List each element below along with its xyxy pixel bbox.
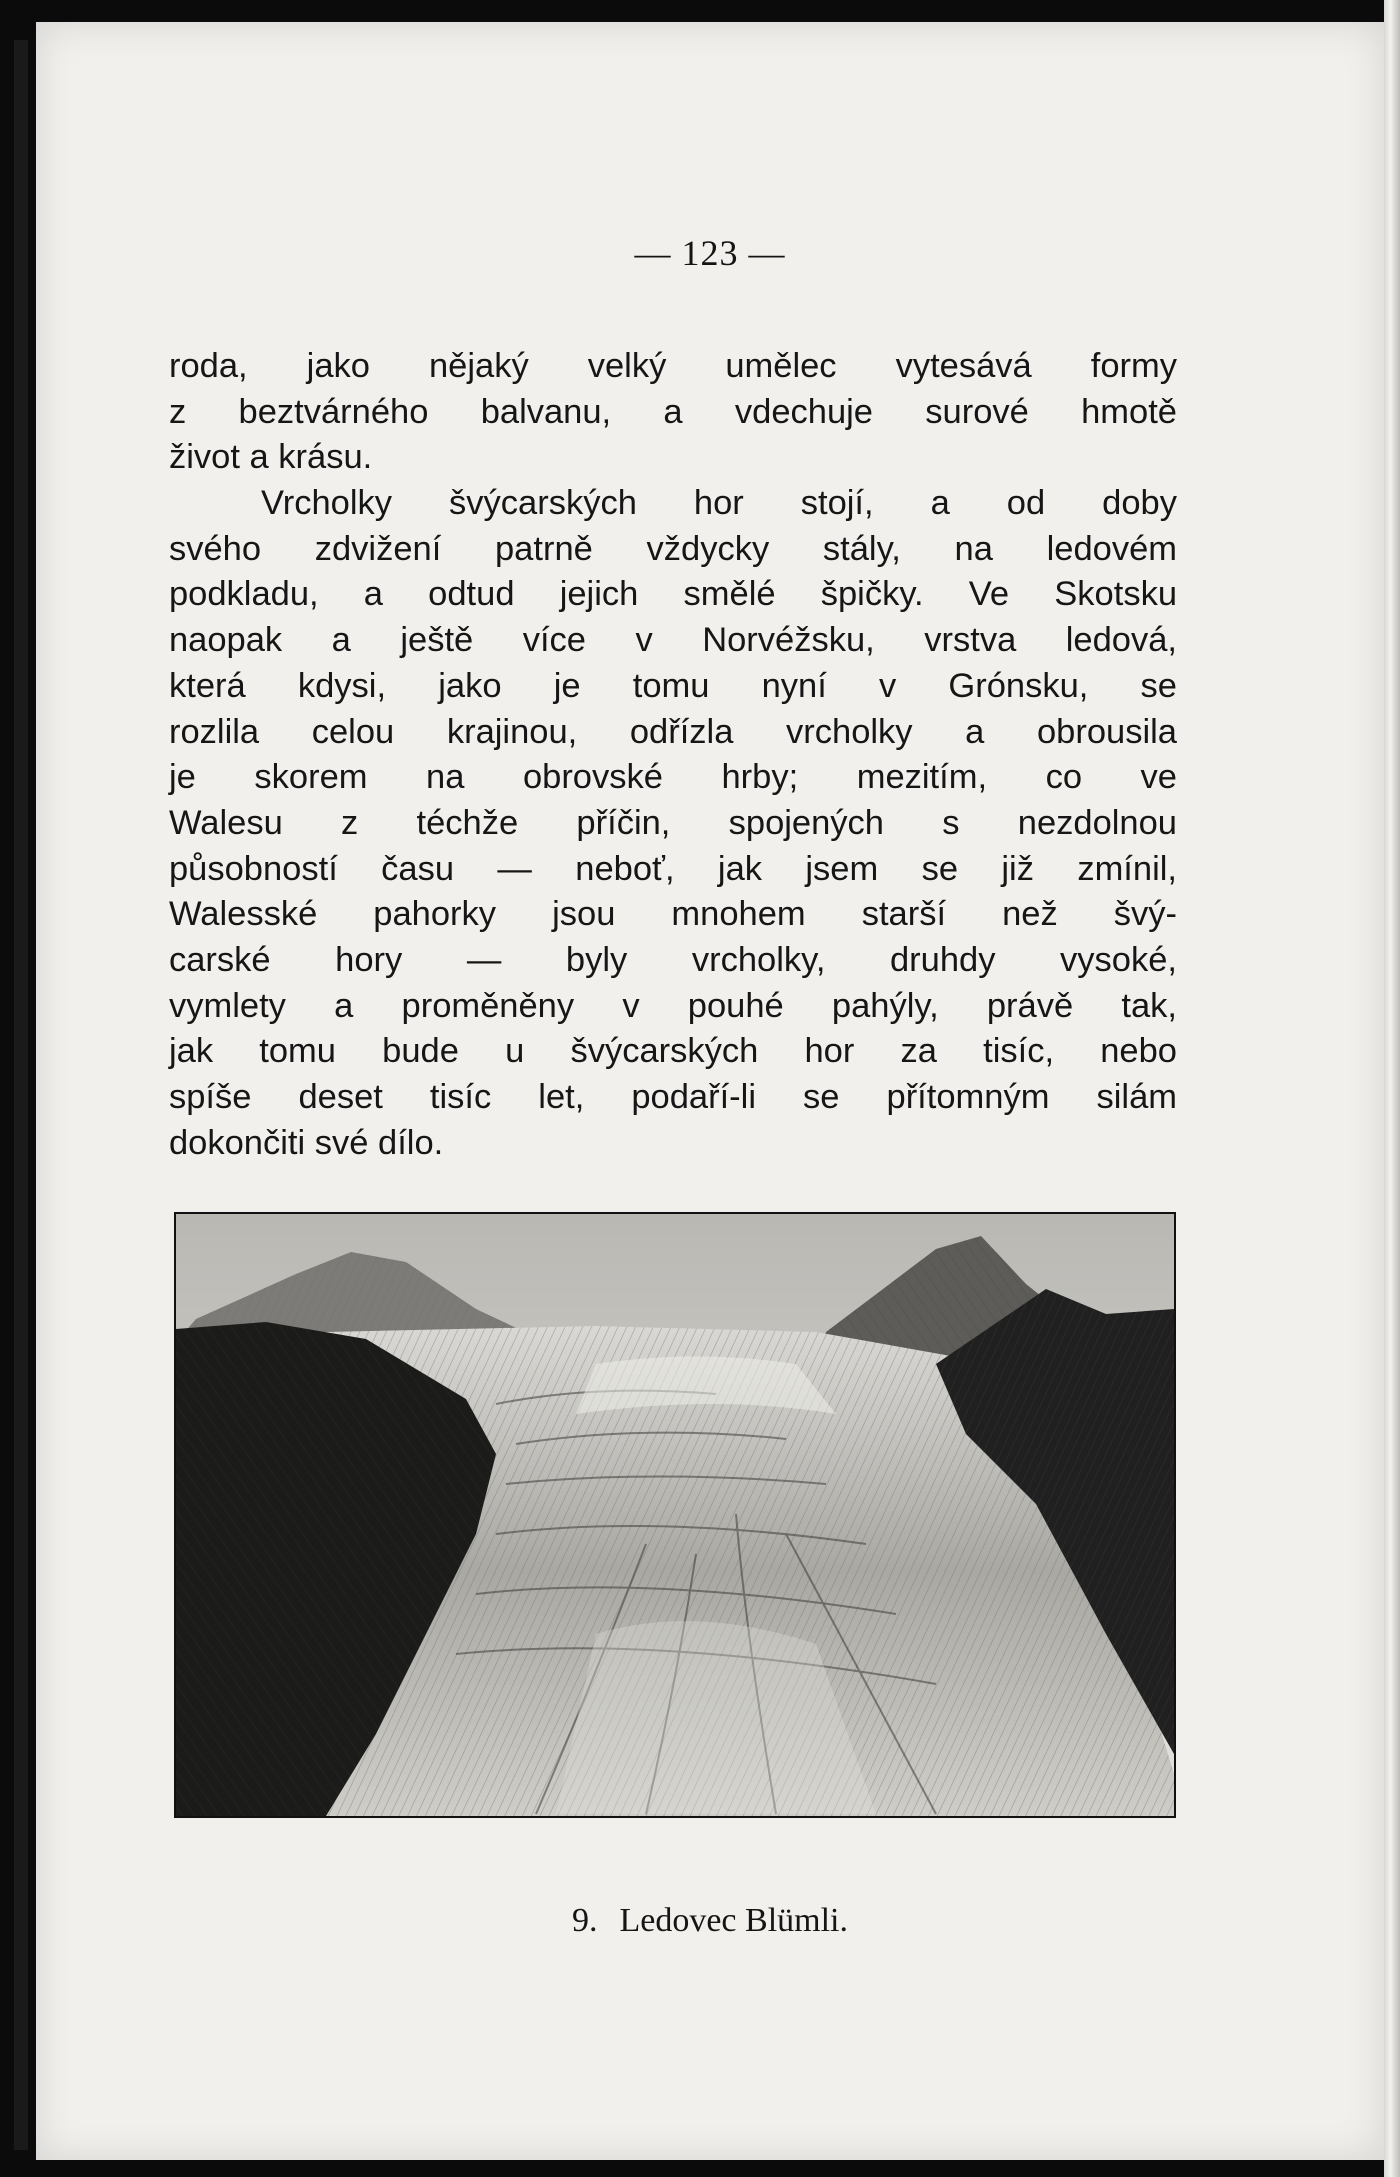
text-line: Walesské pahorky jsou mnohem starší než švý- (169, 895, 1177, 934)
glacier-photograph (174, 1212, 1176, 1818)
text-line: spíše deset tisíc let, podaří-li se přítomným silám (169, 1078, 1177, 1116)
text-line: je skorem na obrovské hrby; mezitím, co ve (169, 758, 1177, 797)
text-line: Vrcholky švýcarských hor stojí, a od doby (261, 484, 1177, 523)
text-line: život a krásu. (169, 438, 373, 477)
figure-number: 9. (571, 1902, 598, 1939)
book-binding-edge (14, 40, 28, 2150)
text-line: carské hory — byly vrcholky, druhdy vysoké, (169, 940, 1177, 979)
text-line: rozlila celou krajinou, odřízla vrcholky a obrousila (169, 712, 1177, 751)
text-line: jak tomu bude u švýcarských hor za tisíc, nebo (169, 1032, 1177, 1071)
page-number: — 123 — (634, 233, 786, 273)
text-line: Walesu z téchže příčin, spojených s nezdolnou (169, 803, 1177, 842)
body-text (169, 344, 1177, 1166)
text-line: působností času — neboť, jak jsem se již zmínil, (169, 849, 1177, 888)
text-line: svého zdvižení patrně vždycky stály, na ledovém (169, 529, 1177, 568)
text-line: která kdysi, jako je tomu nyní v Grónsku, se (169, 666, 1177, 705)
page-edge (1384, 0, 1400, 2177)
figure-caption (36, 1902, 1384, 1940)
text-line: podkladu, a odtud jejich smělé špičky. Ve Skotsku (169, 575, 1177, 614)
text-line: vymlety a proměněny v pouhé pahýly, právě tak, (169, 986, 1177, 1025)
text-line: naopak a ještě více v Norvéžsku, vrstva ledová, (169, 621, 1177, 660)
text-line: z beztvárného balvanu, a vdechuje surové hmotě (169, 392, 1177, 431)
text-line: dokončiti své dílo. (169, 1123, 444, 1162)
figure-caption-text: Ledovec Blümli. (619, 1902, 848, 1939)
text-line: roda, jako nějaký velký umělec vytesává formy (169, 347, 1177, 385)
book-page (36, 22, 1384, 2160)
